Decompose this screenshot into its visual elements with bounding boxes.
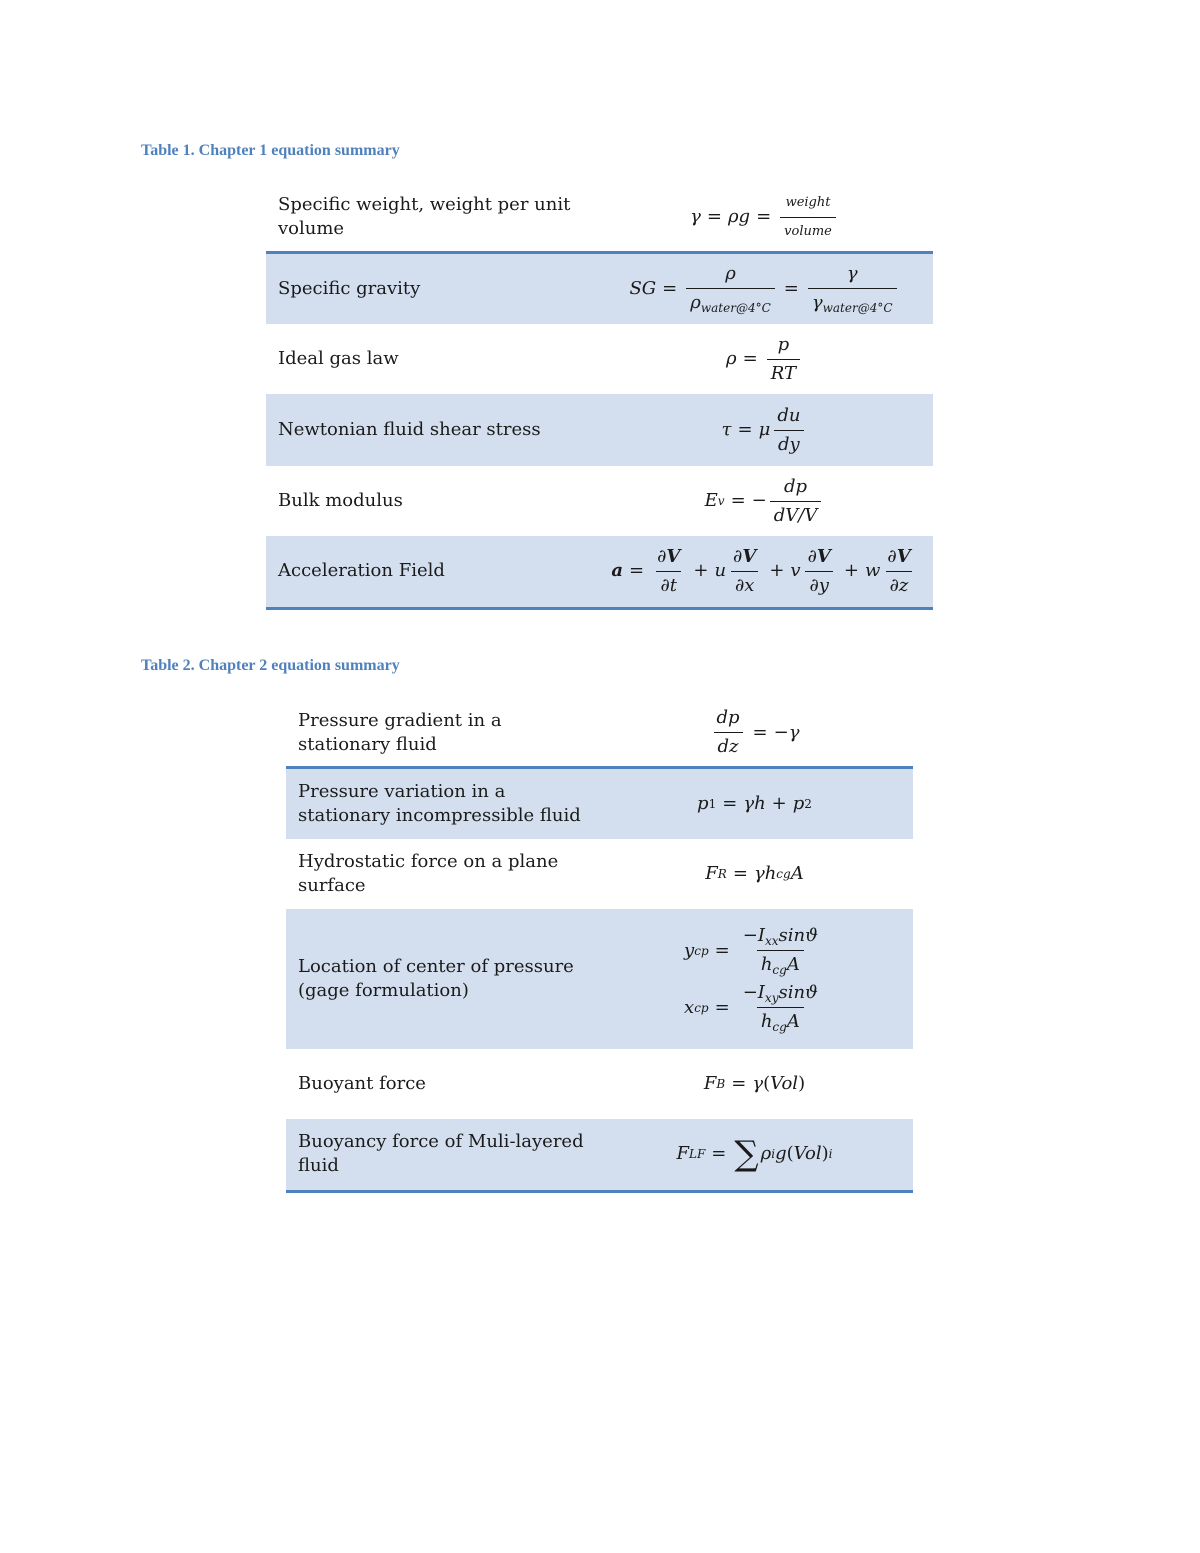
- row-label-multilayer-buoyancy: Buoyancy force of Muli-layered fluid: [286, 1119, 596, 1191]
- table-row: [286, 1049, 913, 1119]
- table-row: [266, 536, 933, 608]
- table-2-caption: Table 2. Chapter 2 equation summary: [141, 657, 400, 674]
- equation-buoyant-force: F B = γ ( Vol ): [703, 1073, 806, 1094]
- row-label-center-of-pressure: Location of center of pressure (gage formulation): [286, 909, 596, 1049]
- row-label-pressure-variation: Pressure variation in a stationary incompressible fluid: [286, 767, 596, 839]
- equation-pressure-variation: p 1 = γh + p 2: [596, 767, 913, 839]
- table-row: [266, 252, 933, 324]
- table-row: [266, 184, 933, 252]
- equation-specific-gravity: SG = $\frac{\rho}{\rho_{water@4^\circ C}}$ = $\frac{\gamma}{\gamma_{water@4^\circ C}}$: [596, 252, 933, 324]
- chapter-2-equation-table: [286, 700, 913, 1193]
- row-label-newtonian-shear: Newtonian fluid shear stress: [266, 394, 596, 466]
- equation-bulk-modulus: E v = − $\frac{dp}{dV/V}$: [596, 466, 933, 536]
- row-label-pressure-gradient: Pressure gradient in a stationary fluid: [298, 709, 502, 755]
- table-row: [286, 1119, 913, 1191]
- table-row: [286, 909, 913, 1049]
- row-label-specific-weight: Specific weight, weight per unit volume: [278, 194, 571, 240]
- equation-specific-weight: γ = ρg = $\frac{\text{weight}}{\text{volume}}$: [596, 184, 933, 252]
- table-row: [286, 839, 913, 909]
- table-row: [286, 700, 913, 767]
- equation-center-of-pressure: y cp = $\frac{-I_{xx}\sin ϑ}{h_{cg}A}$ x cp = $\frac{-I_{xy}\sin ϑ}{h_{cg}A}$: [596, 909, 913, 1049]
- equation-ideal-gas-law: ρ = $\frac{p}{RT}$: [596, 324, 933, 394]
- chapter-1-equation-table: [266, 184, 933, 610]
- table-row: [286, 767, 913, 839]
- row-label-bulk-modulus: Bulk modulus: [278, 490, 403, 511]
- row-label-specific-gravity: Specific gravity: [266, 252, 596, 324]
- equation-newtonian-shear: τ = μ $\frac{du}{dy}$: [596, 394, 933, 466]
- table-row: [266, 466, 933, 536]
- table-row: [266, 324, 933, 394]
- row-label-ideal-gas-law: Ideal gas law: [278, 348, 399, 369]
- table-row: [266, 394, 933, 466]
- equation-pressure-gradient: $\frac{dp}{dz}$ = − γ: [596, 700, 913, 767]
- row-label-buoyant-force: Buoyant force: [298, 1073, 426, 1094]
- equation-multilayer-buoyancy: F LF = ∑ ρ i g ( Vol ) i: [596, 1119, 913, 1191]
- equation-hydrostatic-force: F R = γh cg A: [705, 863, 804, 884]
- equation-acceleration-field: a = $\frac{\partial V}{\partial t}$ + u $\frac{\partial V}{\partial x}$ + v $\frac{\partial V}{\partial y}$ + w $\frac{\partial V}{\partial z}$: [596, 536, 933, 608]
- table-1-caption: Table 1. Chapter 1 equation summary: [141, 142, 400, 159]
- row-label-acceleration-field: Acceleration Field: [266, 536, 596, 608]
- row-label-hydrostatic-force: Hydrostatic force on a plane surface: [298, 851, 559, 896]
